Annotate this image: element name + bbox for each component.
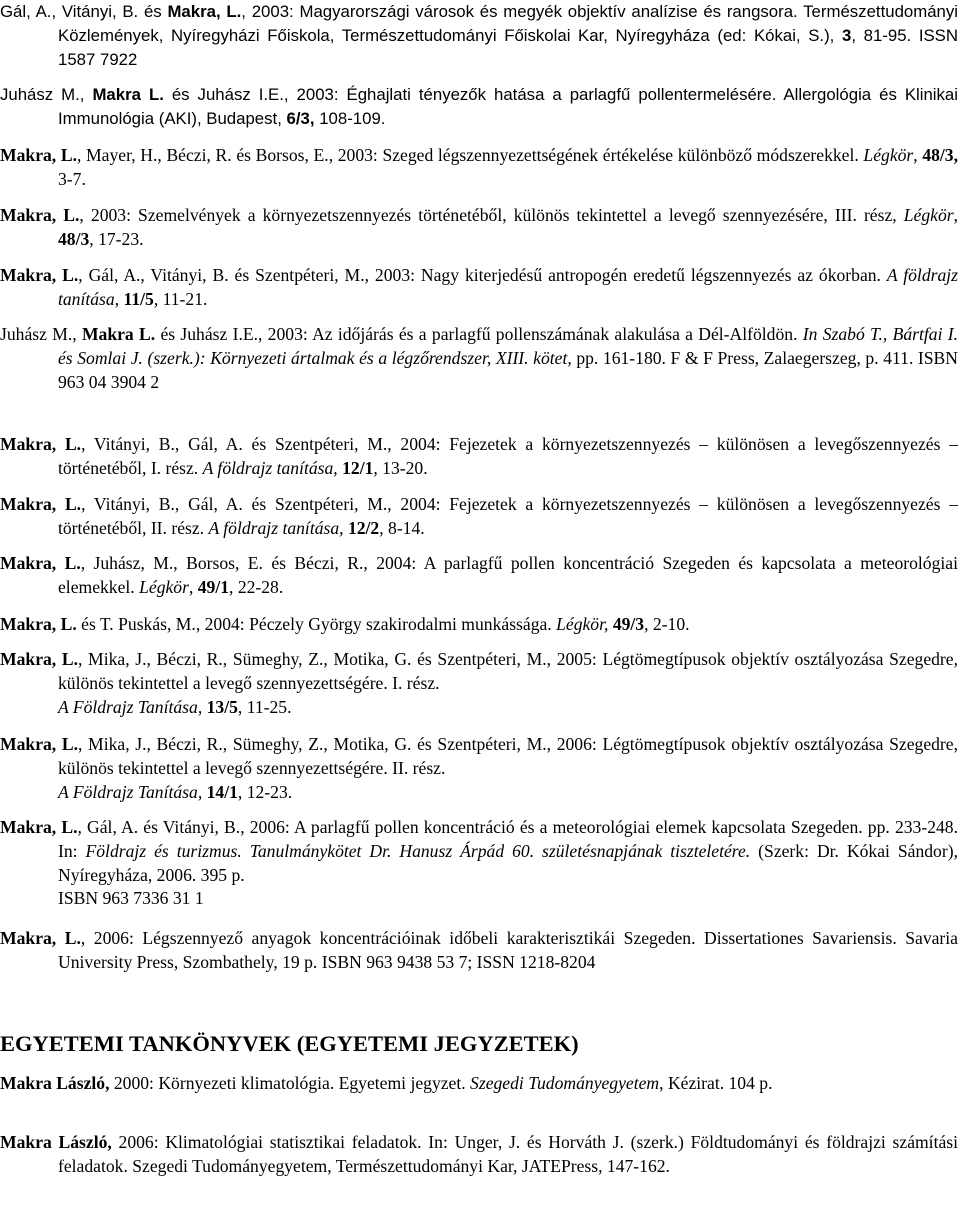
text-run: Gál, A., Vitányi, B. és bbox=[0, 2, 168, 21]
reference-entry bbox=[0, 204, 958, 252]
author-bold: Makra, L. bbox=[0, 553, 81, 573]
author-bold: 48/3, bbox=[922, 145, 958, 165]
source-italic: Légkör bbox=[139, 576, 189, 597]
reference-entry bbox=[0, 83, 958, 131]
text-run: , bbox=[953, 205, 958, 225]
reference-entry bbox=[0, 0, 958, 71]
text-run: , 2006: Légszennyező anyagok koncentrációinak időbeli karakterisztikái Szegeden. Dissertationes Savariensis. Savaria University Press, Szombathely, 19 p. ISBN 963 9438 53 7; ISSN 1218-8204 bbox=[58, 928, 958, 972]
author-bold: Makra, L. bbox=[0, 649, 78, 669]
author-bold: 49/1 bbox=[197, 576, 230, 597]
reference-entry bbox=[0, 816, 958, 911]
source-italic: Földrajz és turizmus. Tanulmánykötet Dr. Hanusz Árpád 60. születésnapjának tiszteletére. bbox=[85, 840, 751, 861]
reference-entry bbox=[0, 552, 958, 600]
text-run: , Gál, A., Vitányi, B. és Szentpéteri, M., 2003: Nagy kiterjedésű antropogén eredetű légszennyezés az ókorban. bbox=[78, 265, 887, 285]
text-run: , Kézirat. 104 p. bbox=[659, 1073, 773, 1093]
author-bold: Makra, L. bbox=[167, 2, 242, 21]
text-run: és T. Puskás, M., 2004: Péczely György szakirodalmi munkássága. bbox=[76, 614, 557, 634]
reference-entry bbox=[0, 733, 958, 804]
source-italic: A földrajz tanítása bbox=[208, 517, 340, 538]
source-italic: A földrajz tanítása bbox=[58, 265, 958, 309]
text-run: pp. 161-180. F & F Press, Zalaegerszeg, p. 411. ISBN 963 04 3904 2 bbox=[58, 347, 959, 392]
author-bold: 48/3 bbox=[58, 228, 90, 249]
source-italic: In Szabó T., Bártfai I. és Somlai J. (szerk.): Környezeti ártalmak és a légzőrendszer, XIII. kötet, bbox=[58, 324, 958, 368]
author-bold: Makra, L. bbox=[0, 734, 78, 754]
text-run: , bbox=[114, 288, 124, 309]
text-run: , bbox=[339, 517, 348, 538]
text-run: , 22-28. bbox=[229, 576, 284, 597]
continuation-line bbox=[58, 887, 204, 911]
reference-entry bbox=[0, 1131, 958, 1179]
source-italic: A Földrajz Tanítása, bbox=[58, 696, 203, 717]
reference-entry bbox=[0, 264, 958, 312]
author-bold: 14/1 bbox=[206, 781, 238, 802]
text-run: Juhász M., bbox=[0, 324, 82, 344]
reference-entry bbox=[0, 323, 958, 394]
author-bold: 6/3, bbox=[286, 108, 315, 128]
author-bold: Makra L. bbox=[81, 324, 156, 344]
text-run: , Vitányi, B., Gál, A. és Szentpéteri, M., 2004: Fejezetek a környezetszennyezés – különösen a levegőszennyezés – történetéből, I. rész. bbox=[58, 434, 958, 478]
author-bold: Makra, L. bbox=[0, 145, 77, 165]
text-run: 2006: Klimatológiai statisztikai feladatok. In: Unger, J. és Horváth J. (szerk.) Földtudományi és földrajzi számítási feladatok. Szegedi Tudományegyetem, Természettudományi Kar, JATEPress, 147-162. bbox=[58, 1132, 959, 1176]
text-run: , 11-21. bbox=[153, 288, 208, 309]
text-run: , Vitányi, B., Gál, A. és Szentpéteri, M., 2004: Fejezetek a környezetszennyezés – különösen a levegőszennyezés – történetéből, II. rész. bbox=[58, 494, 958, 538]
text-run: , Gál, A. és Vitányi, B., 2006: A parlagfű pollen koncentráció és a meteorológiai elemek kapcsolata Szegeden. pp. 233-248. In: bbox=[58, 817, 958, 861]
section-heading: EGYETEMI TANKÖNYVEK (EGYETEMI JEGYZETEK) bbox=[0, 1031, 579, 1056]
text-run: , 2003: Magyarországi városok és megyék objektív analízise és rangsora. Természettudományi Közlemények, Nyíregyházi Főiskola, Természettudományi Főiskolai Kar, Nyíregyháza (ed: Kókai, S.), bbox=[58, 2, 958, 45]
source-italic: A Földrajz Tanítása, bbox=[58, 781, 203, 802]
text-run: (Szerk: Dr. Kókai Sándor), Nyíregyháza, 2006. 395 p. bbox=[58, 840, 958, 885]
reference-entry bbox=[0, 613, 958, 637]
text-run: , Juhász, M., Borsos, E. és Béczi, R., 2004: A parlagfű pollen koncentráció Szegeden és kapcsolata a meteorológiai elemekkel. bbox=[58, 553, 958, 597]
reference-entry bbox=[0, 927, 958, 975]
text-run: , 8-14. bbox=[379, 517, 425, 538]
text-run: Juhász M., bbox=[0, 85, 93, 104]
author-bold: Makra, L. bbox=[0, 614, 77, 634]
text-run: 2000: Környezeti klimatológia. Egyetemi jegyzet. bbox=[109, 1073, 471, 1093]
text-run: 108-109. bbox=[314, 108, 386, 128]
author-bold: 12/1 bbox=[342, 457, 374, 478]
author-bold: 49/3 bbox=[612, 614, 645, 634]
text-run: , 81-95. ISSN 1587 7922 bbox=[58, 25, 958, 69]
text-run: , 12-23. bbox=[237, 781, 293, 802]
text-run: és Juhász I.E., 2003: Az időjárás és a parlagfű pollenszámának alakulása a Dél-Alföldön. bbox=[155, 324, 803, 344]
author-bold: Makra L. bbox=[92, 85, 164, 104]
reference-entry bbox=[0, 144, 958, 192]
reference-entry bbox=[0, 493, 958, 541]
author-bold: 12/2 bbox=[347, 517, 380, 538]
text-run: , bbox=[333, 457, 343, 478]
author-bold: Makra László, bbox=[0, 1073, 110, 1093]
text-run: , bbox=[913, 145, 923, 165]
source-italic: Szegedi Tudományegyetem bbox=[470, 1073, 660, 1093]
text-run: és Juhász I.E., 2003: Éghajlati tényezők hatása a parlagfű pollentermelésére. Allergológia és Klinikai Immunológia (AKI), Budapest, bbox=[58, 85, 958, 128]
author-bold: Makra, L. bbox=[0, 817, 78, 837]
author-bold: Makra, L. bbox=[0, 265, 79, 285]
text-run: , Mika, J., Béczi, R., Sümeghy, Z., Motika, G. és Szentpéteri, M., 2005: Légtömegtípusok objektív osztályozása Szegedre, különös tekintettel a levegő szennyezettségére. I. rész. bbox=[58, 649, 958, 693]
text-run: , Mayer, H., Béczi, R. és Borsos, E., 2003: Szeged légszennyezettségének értékelése különböző módszerekkel. bbox=[76, 145, 864, 165]
reference-entry bbox=[0, 648, 958, 719]
author-bold: 3 bbox=[841, 25, 852, 45]
source-italic: Légkör, bbox=[556, 614, 609, 634]
author-bold: Makra László, bbox=[0, 1132, 112, 1152]
reference-entry bbox=[0, 1072, 958, 1096]
text-run: , 2003: Szemelvények a környezetszennyezés történetéből, különös tekintettel a levegő szennyezésére, III. rész, bbox=[79, 205, 904, 225]
author-bold: Makra, L. bbox=[0, 928, 81, 948]
source-italic: A földrajz tanítása bbox=[202, 457, 334, 478]
source-italic: Légkör bbox=[903, 205, 954, 225]
text-run: ISBN 963 7336 31 1 bbox=[58, 888, 204, 909]
text-run: 3-7. bbox=[58, 168, 86, 189]
text-run: , 11-25. bbox=[237, 696, 292, 717]
continuation-line bbox=[58, 696, 292, 720]
text-run: , 13-20. bbox=[373, 457, 428, 478]
author-bold: Makra, L. bbox=[0, 494, 82, 514]
author-bold: 11/5 bbox=[123, 288, 154, 309]
text-run: , 17-23. bbox=[89, 228, 144, 249]
text-run: , 2-10. bbox=[644, 614, 690, 634]
continuation-line bbox=[58, 781, 292, 805]
author-bold: Makra, L. bbox=[0, 434, 82, 454]
text-run: , Mika, J., Béczi, R., Sümeghy, Z., Motika, G. és Szentpéteri, M., 2006: Légtömegtípusok objektív osztályozása Szegedre, különös tekintettel a levegő szennyezettségére. II. rész. bbox=[58, 734, 958, 778]
author-bold: Makra, L. bbox=[0, 205, 80, 225]
text-run: , bbox=[188, 576, 198, 597]
reference-entry bbox=[0, 433, 958, 481]
source-italic: Légkör bbox=[863, 145, 914, 165]
author-bold: 13/5 bbox=[206, 696, 238, 717]
